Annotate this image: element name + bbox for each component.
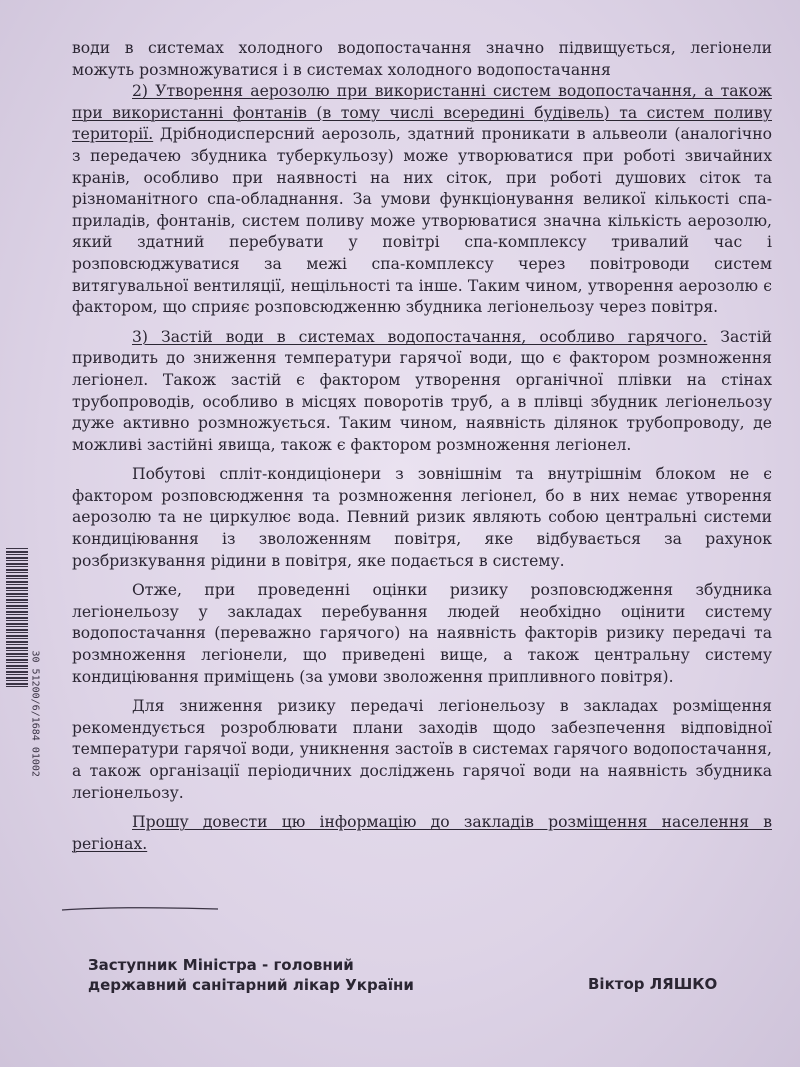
signatory-title — [88, 955, 508, 995]
document-body — [72, 38, 772, 855]
paragraph-2-heading: 2) Утворення аерозолю при використанні систем водопостачання, а також при використанні фонтанів (в тому числі всередині будівель) та систем поливу території. — [72, 82, 772, 144]
paragraph-3-heading: 3) Застій води в системах водопостачання, особливо гарячого. — [132, 327, 708, 346]
signatory-title-line-1: Заступник Міністра - головний — [88, 956, 354, 974]
pen-stroke — [60, 905, 220, 913]
paragraph-3 — [72, 327, 772, 457]
paragraph-3-text: Застій приводить до зниження температури гарячої води, що є фактором розмноження легіонел. Також застій є фактором утворення органічної плівки на стінах трубопроводів, особливо в місцях поворотів труб, а в плівці збудник легіонельозу дуже активно розмножується. Таким чином, наявність ділянок трубопроводу, де можливі застійні явища, також є фактором розмноження легіонел. — [72, 327, 772, 454]
paragraph-2-text: Дрібнодисперсний аерозоль, здатний проникати в альвеоли (аналогічно з передачею збудника туберкульозу) може утворюватися при роботі звичайних кранів, особливо при наявності на них сіток, при роботі душових сіток та різноманітного спа-обладнання. За умови функціонування великої кількості спа-приладів, фонтанів, систем поливу може утворюватися значна кількість аерозолю, який здатний перебувати у повітрі спа-комплексу тривалий час і розповсюджуватися за межі спа-комплексу через повітроводи систем витягувальної вентиляції, нещільності та інше. Таким чином, утворення аерозолю є фактором, що сприяє розповсюдженню збудника легіонельозу через повітря. — [72, 125, 772, 317]
paragraph-2 — [72, 81, 772, 319]
paragraph-7: Прошу довести цю інформацію до закладів розміщення населення в регіонах. — [72, 813, 772, 853]
paragraph-1: води в системах холодного водопостачання значно підвищується, легіонели можуть розмножуватися і в системах холодного водопостачання — [72, 39, 772, 79]
paragraph-6: Для зниження ризику передачі легіонельозу в закладах розміщення рекомендується розроблювати плани заходів щодо забезпечення відповідної температури гарячої води, уникнення застоїв в системах гарячого водопостачання, а також організації періодичних досліджень гарячої води на наявність збудника легіонельозу. — [72, 697, 772, 802]
signatory-name: Віктор ЛЯШКО — [588, 975, 718, 993]
barcode-graphic — [6, 548, 28, 688]
paragraph-4: Побутові спліт-кондиціонери з зовнішнім та внутрішнім блоком не є фактором розповсюдження та розмноження легіонел, бо в них немає утворення аерозолю та не циркулює вода. Певний ризик являють собою центральні системи кондиціювання із зволоженням повітря, яке відбувається за рахунок розбризкування рідини в повітря, яке подається в систему. — [72, 465, 772, 570]
signatory-title-line-2: державний санітарний лікар України — [88, 976, 414, 994]
paragraph-5: Отже, при проведенні оцінки ризику розповсюдження збудника легіонельозу у закладах перебування людей необхідно оцінити систему водопостачання (переважно гарячого) на наявність факторів ризику передачі та розмноження легіонели, що приведені вище, а також центральну систему кондиціювання приміщень (за умови зволоження припливного повітря). — [72, 581, 772, 686]
barcode-number: 30 51200/6/1684 01002 — [29, 650, 41, 777]
